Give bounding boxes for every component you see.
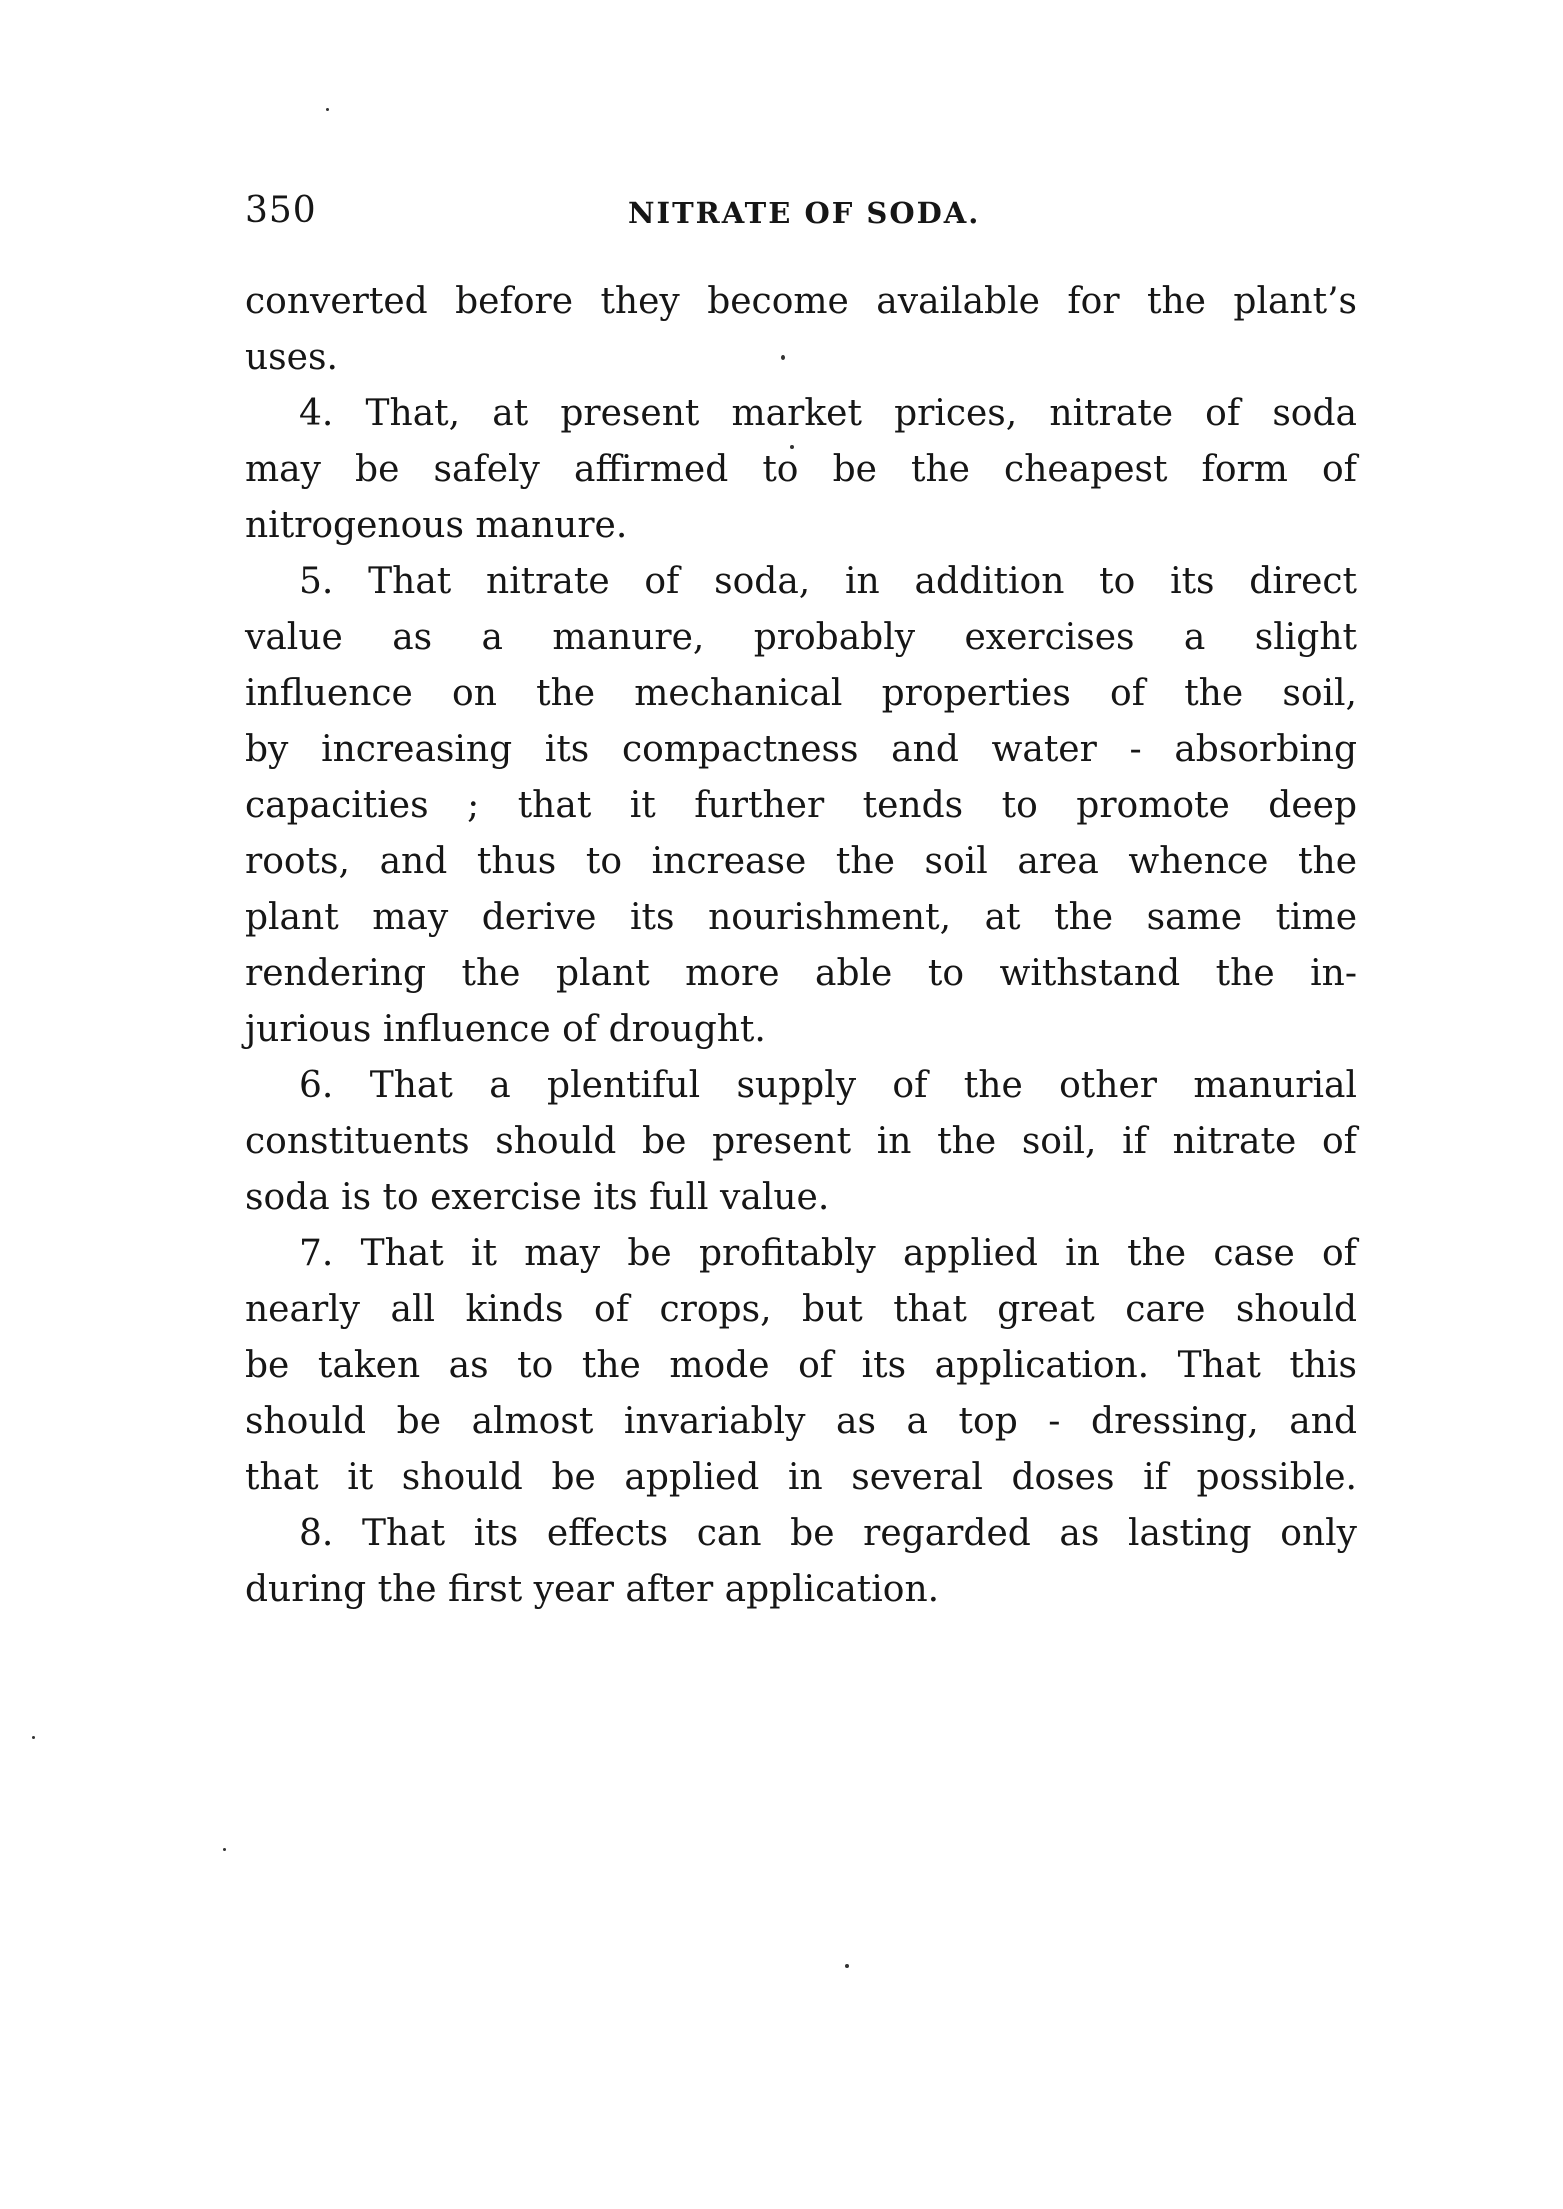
scan-speck	[845, 1964, 849, 1968]
text-line: 7. That it may be profitably applied in the case of	[299, 1233, 1357, 1274]
text-line: 4. That, at present market prices, nitrate of soda	[299, 393, 1357, 434]
text-line: be taken as to the mode of its application. That this	[245, 1345, 1357, 1386]
text-line: uses.	[245, 337, 338, 378]
text-line: constituents should be present in the soil, if nitrate of	[245, 1121, 1357, 1162]
text-line: should be almost invariably as a top - dressing, and	[245, 1401, 1357, 1442]
scan-speck	[223, 1848, 226, 1851]
page-number: 350	[245, 190, 317, 231]
text-line: rendering the plant more able to withstand the in-	[245, 953, 1357, 994]
text-line: influence on the mechanical properties of the soil,	[245, 673, 1357, 714]
text-line: converted before they become available for the plant’s	[245, 281, 1357, 322]
text-line: capacities ; that it further tends to promote deep	[245, 785, 1357, 826]
scan-speck	[326, 108, 329, 111]
scan-speck	[781, 355, 785, 360]
scan-speck	[790, 445, 794, 449]
text-line: nearly all kinds of crops, but that great care should	[245, 1289, 1357, 1330]
text-line: 5. That nitrate of soda, in addition to its direct	[299, 561, 1357, 602]
text-line: roots, and thus to increase the soil area whence the	[245, 841, 1357, 882]
text-line: 6. That a plentiful supply of the other manurial	[299, 1065, 1357, 1106]
text-line: soda is to exercise its full value.	[245, 1177, 830, 1218]
running-title: NITRATE OF SODA.	[628, 196, 981, 230]
text-line: nitrogenous manure.	[245, 505, 628, 546]
text-line: plant may derive its nourishment, at the same time	[245, 897, 1357, 938]
text-line: during the first year after application.	[245, 1569, 940, 1610]
text-line: by increasing its compactness and water - absorbing	[245, 729, 1357, 770]
text-line: may be safely affirmed to be the cheapest form of	[245, 449, 1357, 490]
text-line: jurious influence of drought.	[245, 1009, 766, 1050]
text-line: 8. That its effects can be regarded as lasting only	[299, 1513, 1357, 1554]
text-line: that it should be applied in several doses if possible.	[245, 1457, 1357, 1498]
scan-speck	[32, 1736, 35, 1739]
text-line: value as a manure, probably exercises a slight	[245, 617, 1357, 658]
